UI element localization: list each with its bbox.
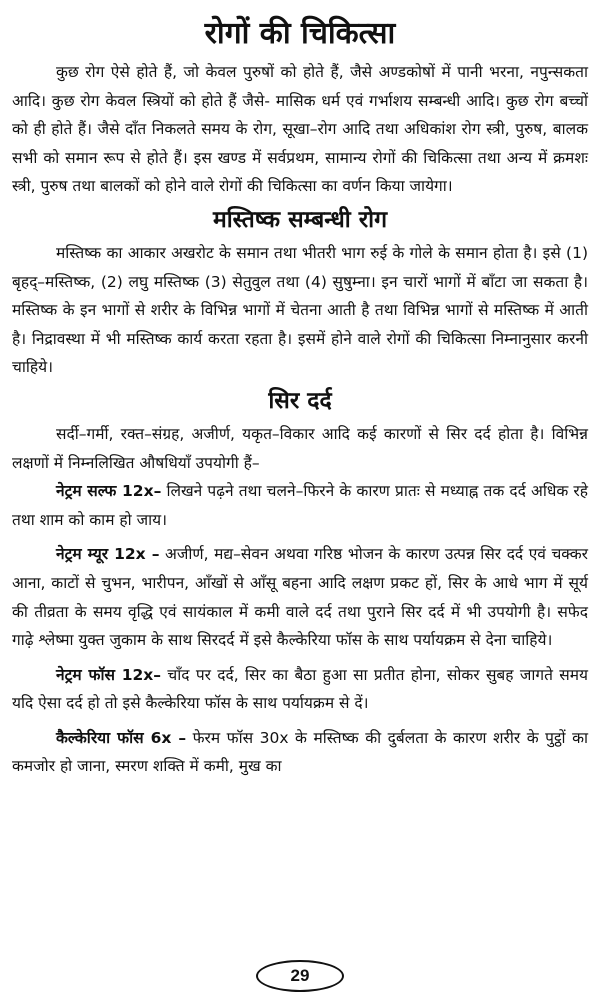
remedy-text: अजीर्ण, मद्य–सेवन अथवा गरिष्ठ भोजन के कारण उत्पन्न सिर दर्द एवं चक्कर आना, काटों से चुभन, भारीपन, आँखों से आँसू बहना आदि लक्षण प्रकट हों, सिर के आधे भाग में सूर्य की तीव्रता के समय वृद्धि एवं सायंकाल में कमी वाले दर्द तथा पुराने सिर दर्द में भी उपयोगी है। सफेद गाढ़े श्लेष्मा युक्त जुकाम के साथ सिरदर्द में इसे कैल्केरिया फॉस के साथ पर्यायक्रम से देना चाहिये। xyxy=(12,545,588,650)
remedy-name: नेट्रम म्यूर 12x – xyxy=(56,545,160,564)
remedy-text: फेरम फॉस 30x के मस्तिष्क की दुर्बलता के कारण शरीर के पुट्ठों का कमजोर हो जाना, स्मरण शक्ति में कमी, मुख का xyxy=(12,728,588,776)
remedy-name: नेट्रम फॉस 12x– xyxy=(56,665,162,684)
remedy-paragraph xyxy=(12,540,588,654)
page-number: 29 xyxy=(256,960,344,992)
remedy-paragraph xyxy=(12,724,588,781)
remedy-text: चाँद पर दर्द, सिर का बैठा हुआ सा प्रतीत होना, सोकर सुबह जागते समय यदि ऐसा दर्द हो तो इसे कैल्केरिया फॉस के साथ पर्यायक्रम से दें। xyxy=(12,665,588,713)
section-heading-headache: सिर दर्द xyxy=(268,387,332,414)
brain-diseases-paragraph: मस्तिष्क का आकार अखरोट के समान तथा भीतरी भाग रुई के गोले के समान होता है। इसे (1) बृहद्–मस्तिष्क, (2) लघु मस्तिष्क (3) सेतुवुल तथा (4) सुषुम्ना। इन चारों भागों में बाँटा जा सकता है। मस्तिष्क के इन भागों से शरीर के विभिन्न भागों में चेतना आती है तथा विभिन्न भागों से मस्तिष्क में आती है। निद्रावस्था में भी मस्तिष्क कार्य करता रहता है। इसमें होने वाले रोगों की चिकित्सा निम्नानुसार करनी चाहिये। xyxy=(12,243,588,377)
intro-paragraph: कुछ रोग ऐसे होते हैं, जो केवल पुरुषों को होते हैं, जैसे अण्डकोषों में पानी भरना, नपुन्सकता आदि। कुछ रोग केवल स्त्रियों को होते हैं जैसे- मासिक धर्म एवं गर्भाशय सम्बन्धी आदि। कुछ रोग बच्चों को ही होते हैं। जैसे दाँत निकलते समय के रोग, सूखा–रोग आदि तथा अधिकांश रोग स्त्री, पुरुष, बालक सभी को समान रूप से होते हैं। इस खण्ड में सर्वप्रथम, सामान्य रोगों की चिकित्सा तथा अन्य में क्रमशः स्त्री, पुरुष तथा बालकों को होने वाले रोगों की चिकित्सा का वर्णन किया जायेगा। xyxy=(12,63,588,196)
remedy-name: नेट्रम सल्फ 12x– xyxy=(56,482,162,501)
headache-intro-paragraph: सर्दी–गर्मी, रक्त–संग्रह, अजीर्ण, यकृत–विकार आदि कई कारणों से सिर दर्द होता है। विभिन्न लक्षणों में निम्नलिखित औषधियाँ उपयोगी हैं– xyxy=(12,424,588,472)
page-title: रोगों की चिकित्सा xyxy=(204,16,396,51)
remedy-text: लिखने पढ़ने तथा चलने–फिरने के कारण प्रातः से मध्याह्न तक दर्द अधिक रहे तथा शाम को काम हो जाय। xyxy=(12,482,589,529)
remedy-name: कैल्केरिया फॉस 6x – xyxy=(56,728,187,747)
remedy-paragraph xyxy=(12,477,588,534)
remedy-paragraph xyxy=(12,661,588,718)
section-heading-brain-diseases: मस्तिष्क सम्बन्धी रोग xyxy=(212,206,388,233)
